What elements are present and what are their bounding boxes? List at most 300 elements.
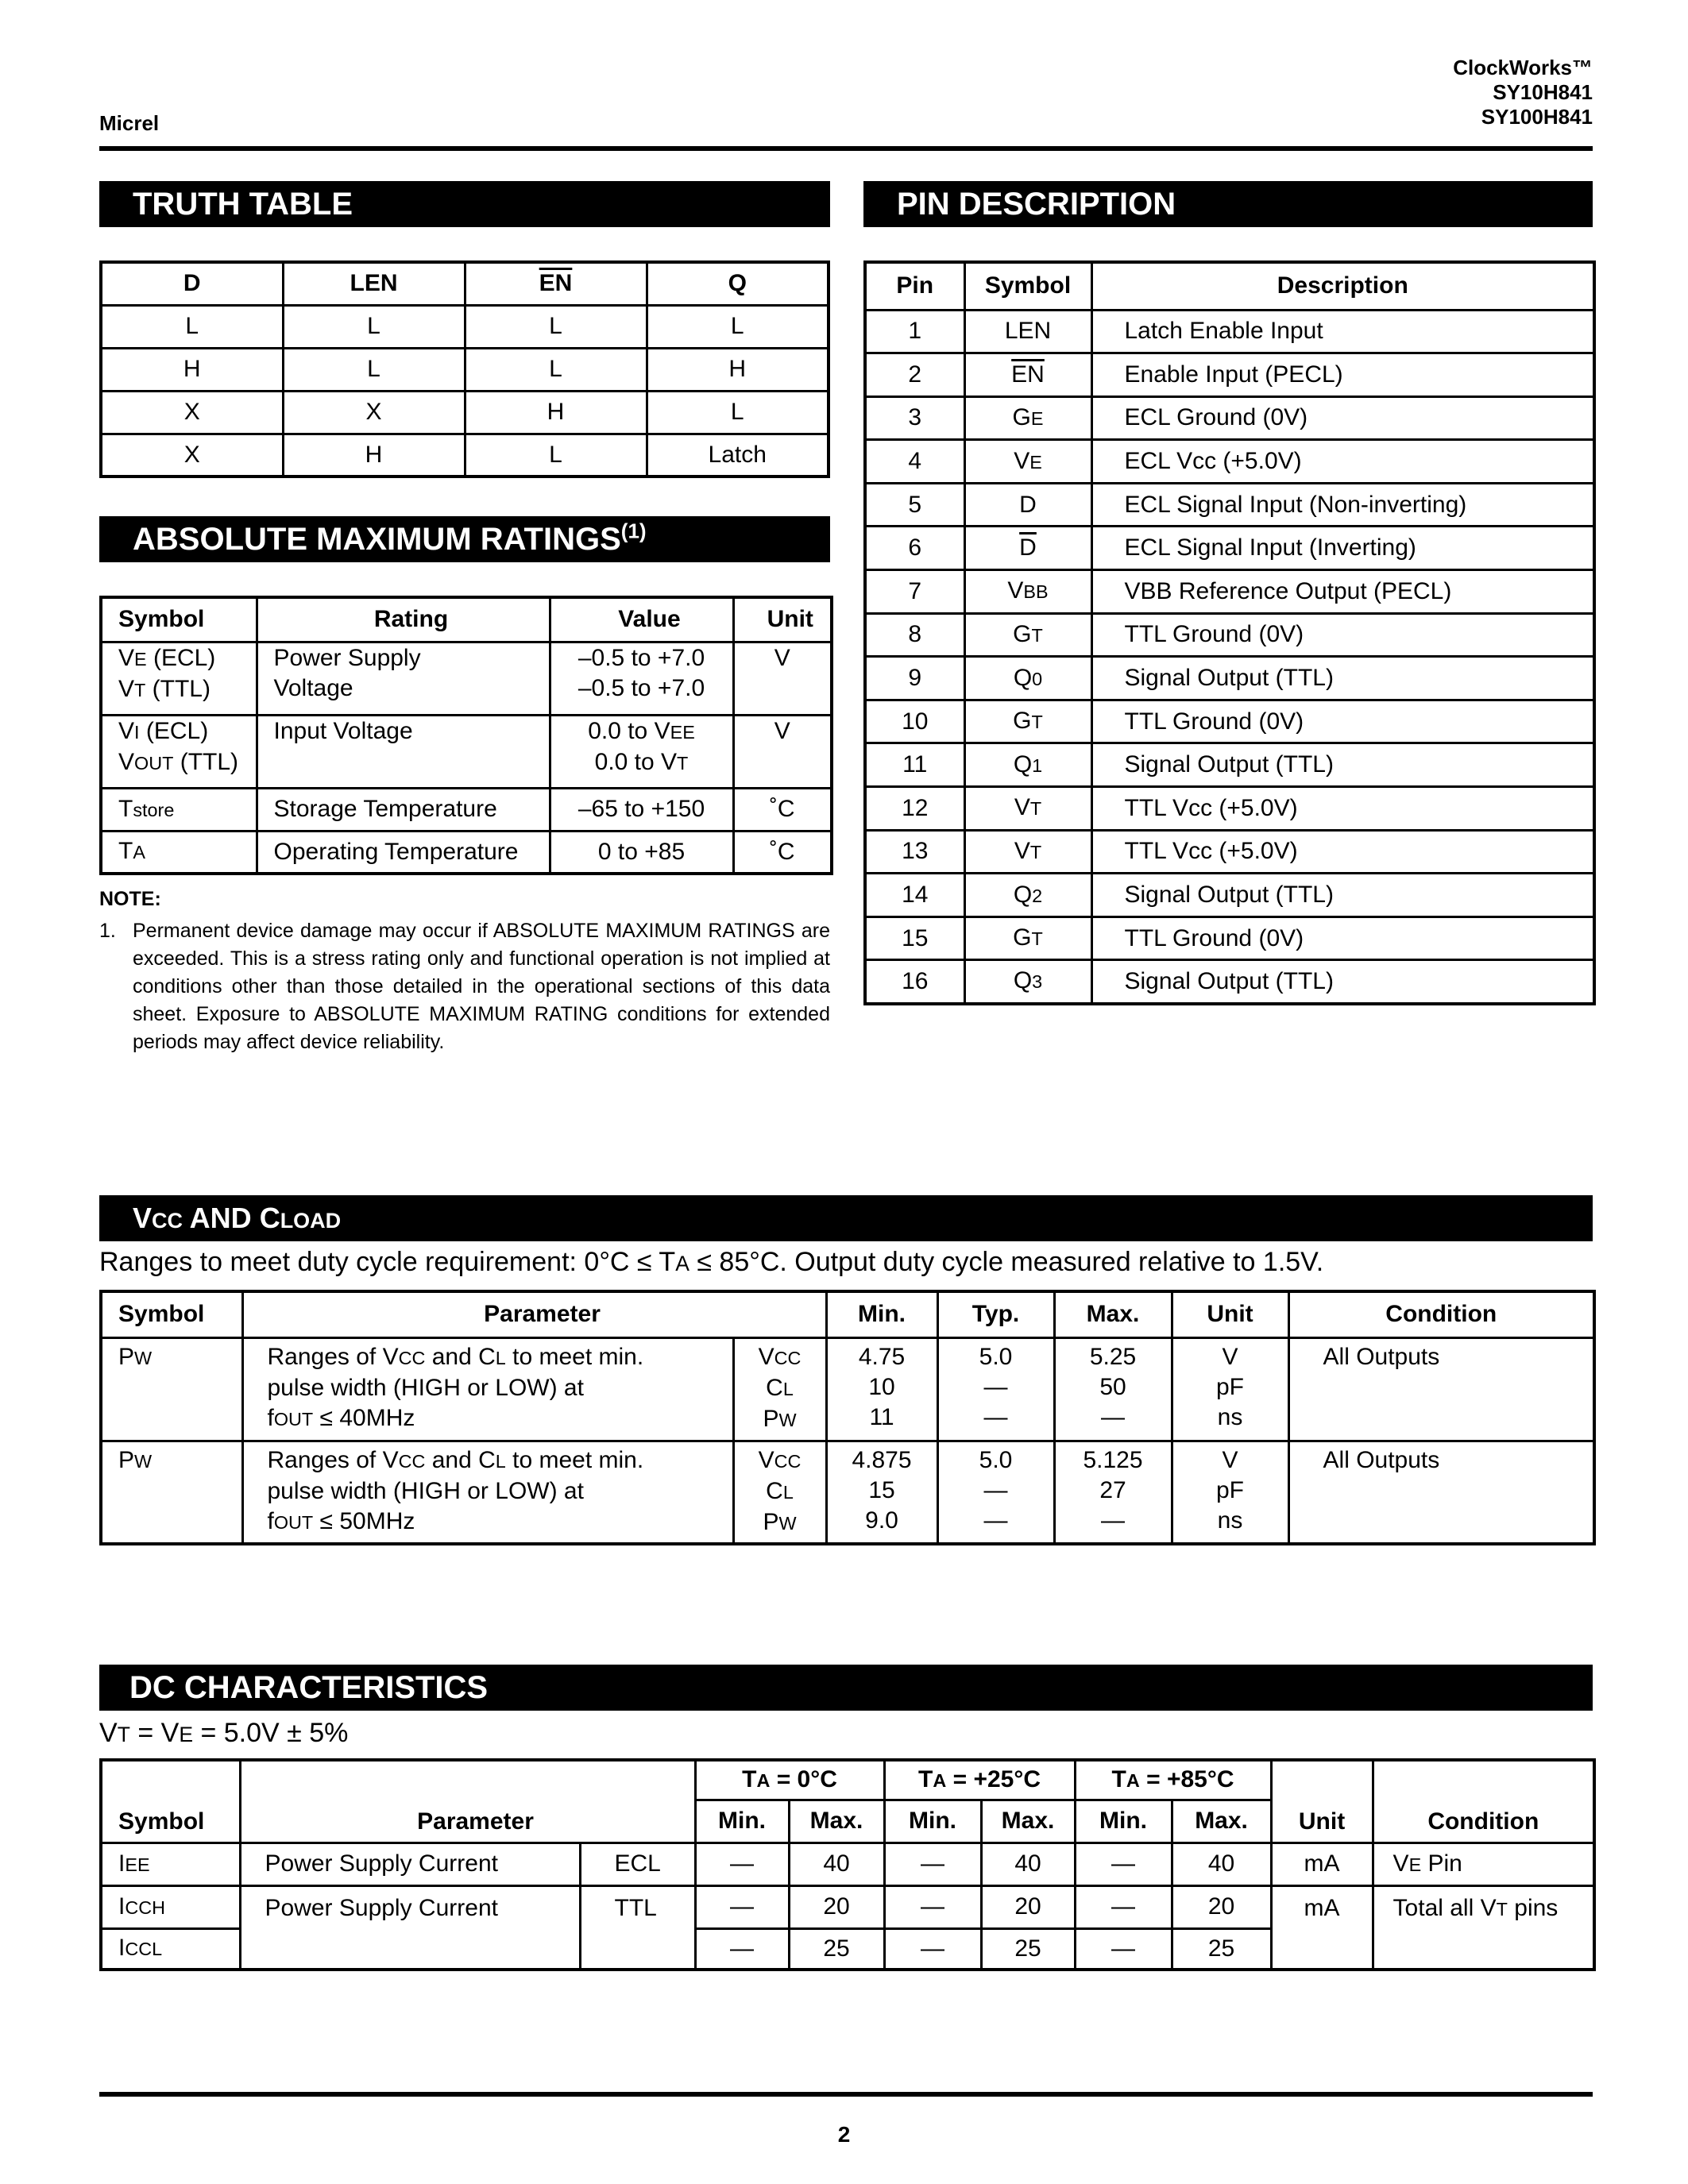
pin-symbol-main: V <box>1014 837 1030 864</box>
psym-main: C <box>766 1374 783 1401</box>
pin-symbol-main: $\overline{EN}$ <box>1011 361 1045 388</box>
value: 10 <box>868 1373 895 1400</box>
sym-rest: (ECL) <box>146 644 216 671</box>
sym-main: I <box>118 1850 126 1877</box>
dc-table <box>99 1758 1596 1971</box>
param-part: Ranges of V <box>267 1343 399 1370</box>
pin-symbol-main: V <box>1007 577 1024 604</box>
sym-sub: store <box>133 799 175 820</box>
pin-symbol <box>964 396 1091 440</box>
col-typ: Typ. <box>937 1291 1054 1337</box>
sym-rest: (ECL) <box>139 717 209 744</box>
symbol-cell <box>101 715 257 788</box>
sym-main: V <box>118 675 135 702</box>
pin-symbol-main: $\overline{D}$ <box>1019 534 1037 561</box>
table-row <box>101 305 829 348</box>
value-cell: 25 <box>1172 1928 1271 1970</box>
value-cell: 40 <box>1172 1843 1271 1885</box>
cell: L <box>647 391 829 434</box>
param-part: f <box>267 1404 274 1431</box>
abs-max-title-footnote: (1) <box>620 519 647 543</box>
value-cell: 20 <box>981 1885 1075 1928</box>
pin-description: TTL Ground (0V) <box>1091 700 1594 743</box>
caption-sub: T <box>117 1723 130 1746</box>
col-unit: Unit <box>1172 1291 1288 1337</box>
pin-symbol <box>964 483 1091 527</box>
value-cell: 0 to +85 <box>550 831 733 874</box>
vcc-cload-caption <box>99 1247 1323 1278</box>
value-cell: 25 <box>981 1928 1075 1970</box>
value: — <box>1101 1507 1126 1534</box>
pin-symbol <box>964 700 1091 743</box>
typ-cell <box>937 1441 1054 1544</box>
table-row <box>865 527 1594 570</box>
abs-max-title <box>99 516 830 562</box>
pin-description: TTL Ground (0V) <box>1091 916 1594 960</box>
vcc-cload-header <box>101 1291 1594 1337</box>
pin-symbol-sub: 0 <box>1032 668 1043 689</box>
param-symbol-cell <box>733 1441 826 1544</box>
table-row <box>101 715 832 788</box>
pin-symbol <box>964 570 1091 614</box>
cond-sub: E <box>1408 1854 1422 1875</box>
pin-number: 7 <box>865 570 964 614</box>
psym-main: V <box>758 1343 774 1370</box>
value-sub: T <box>677 752 689 774</box>
pin-symbol-main: G <box>1013 924 1032 951</box>
value-cell: 25 <box>789 1928 884 1970</box>
psym-main: P <box>763 1508 779 1535</box>
table-row <box>101 642 832 715</box>
caption-part: = 5.0V ± 5% <box>193 1718 349 1748</box>
unit-cell: ˚C <box>733 788 832 831</box>
param-line: pulse width (HIGH or LOW) at <box>267 1374 584 1401</box>
psym-sub: W <box>778 1409 797 1430</box>
table-row <box>865 613 1594 657</box>
cell: L <box>283 305 465 348</box>
pin-description: Latch Enable Input <box>1091 310 1594 353</box>
temp-rest: = 0°C <box>770 1765 837 1792</box>
pin-symbol-main: V <box>1014 794 1030 821</box>
sym-sub: W <box>134 1450 153 1472</box>
pin-symbol <box>964 874 1091 917</box>
param-sub: L <box>495 1347 506 1368</box>
unit-cell <box>1172 1337 1288 1441</box>
caption-sub: A <box>675 1252 689 1275</box>
note-text: Permanent device damage may occur if ABSOLUTE MAXIMUM RATINGS are exceeded. This is a stress rating only and functional operation is not implied at conditions other than those detailed in the operational sections of this data sheet. Exposure to ABSOLUTE MAXIMUM RATING conditions for extended periods may affect device reliability. <box>133 920 830 1053</box>
table-row <box>101 348 829 391</box>
pin-number: 16 <box>865 960 964 1004</box>
truth-table-header <box>101 262 829 305</box>
symbol-cell <box>101 1885 240 1928</box>
pin-symbol-main: Q <box>1013 751 1033 778</box>
value: ns <box>1217 1507 1243 1534</box>
table-row <box>865 310 1594 353</box>
sym-main: I <box>118 1935 126 1962</box>
pin-symbol-sub: T <box>1031 928 1043 950</box>
cell: X <box>101 391 283 434</box>
table-row <box>865 353 1594 397</box>
col-en-bar: $\overline{EN}$ <box>465 262 647 305</box>
value: — <box>983 1476 1008 1503</box>
value-cell: 40 <box>981 1843 1075 1885</box>
pin-symbol <box>964 353 1091 397</box>
temp-rest: = +85°C <box>1139 1765 1234 1792</box>
pin-description: Signal Output (TTL) <box>1091 743 1594 787</box>
condition-cell: All Outputs <box>1288 1337 1594 1441</box>
value-cell: — <box>884 1843 981 1885</box>
col-min: Min. <box>695 1800 789 1843</box>
psym-sub: L <box>782 1481 794 1503</box>
parameter-cell <box>242 1441 733 1544</box>
sym-main: V <box>118 717 135 744</box>
symbol-cell <box>101 642 257 715</box>
pin-description: Signal Output (TTL) <box>1091 874 1594 917</box>
abs-max-table <box>99 596 833 875</box>
value-line: –0.5 to +7.0 <box>577 644 705 671</box>
pin-symbol-main: G <box>1013 708 1032 735</box>
pin-number: 5 <box>865 483 964 527</box>
pin-number: 11 <box>865 743 964 787</box>
value-cell: — <box>695 1928 789 1970</box>
value: — <box>983 1507 1008 1534</box>
pin-symbol-sub: T <box>1031 712 1043 733</box>
rating-line: Power Supply <box>273 644 421 671</box>
truth-table-title: TRUTH TABLE <box>99 181 830 227</box>
caption-part: Ranges to meet duty cycle requirement: 0°C ≤ T <box>99 1247 676 1277</box>
col-symbol: Symbol <box>101 597 257 642</box>
col-rating: Rating <box>257 597 550 642</box>
cell: Latch <box>647 434 829 477</box>
value: 15 <box>868 1476 895 1503</box>
cell: L <box>647 305 829 348</box>
cond-rest: Pin <box>1421 1850 1462 1877</box>
value: 5.125 <box>1083 1446 1143 1473</box>
cell: H <box>465 391 647 434</box>
pin-number: 6 <box>865 527 964 570</box>
pin-description: Enable Input (PECL) <box>1091 353 1594 397</box>
value-cell: 20 <box>1172 1885 1271 1928</box>
pin-desc-header <box>865 262 1594 310</box>
rating-line: Voltage <box>273 674 353 701</box>
pin-number: 3 <box>865 396 964 440</box>
value-cell <box>550 642 733 715</box>
table-row <box>101 1441 1594 1544</box>
param-part: and C <box>425 1343 496 1370</box>
pin-symbol-main: LEN <box>1004 318 1052 345</box>
table-row <box>101 1885 1594 1928</box>
table-row <box>101 788 832 831</box>
pin-description: ECL Signal Input (Inverting) <box>1091 527 1594 570</box>
param-part: ≤ 50MHz <box>313 1507 415 1534</box>
pin-symbol-sub: T <box>1031 624 1043 646</box>
temp-sub: A <box>756 1769 771 1791</box>
pin-symbol-main: Q <box>1013 967 1033 994</box>
col-min: Min. <box>884 1800 981 1843</box>
header-brand: ClockWorks™ <box>1453 56 1593 79</box>
pin-symbol-main: Q <box>1013 881 1033 908</box>
header-product <box>1453 56 1593 129</box>
pin-symbol <box>964 310 1091 353</box>
dc-caption <box>99 1718 348 1749</box>
page-number: 2 <box>837 2122 851 2147</box>
sym-rest: (TTL) <box>173 748 239 775</box>
pin-symbol <box>964 916 1091 960</box>
temp-sub: A <box>1126 1769 1140 1791</box>
pin-symbol <box>964 527 1091 570</box>
col-pin: Pin <box>865 262 964 310</box>
psym-sub: CC <box>774 1347 802 1368</box>
pin-symbol-sub: T <box>1029 841 1042 862</box>
col-symbol: Symbol <box>101 1760 240 1843</box>
value: 5.0 <box>979 1343 1013 1370</box>
pin-number: 15 <box>865 916 964 960</box>
value: 9.0 <box>865 1507 898 1534</box>
value: 4.75 <box>858 1343 906 1370</box>
cell: L <box>465 305 647 348</box>
cell: L <box>465 348 647 391</box>
condition-cell <box>1373 1885 1594 1970</box>
value-main: 0.0 to V <box>588 717 670 744</box>
pin-symbol-main: V <box>1014 447 1030 474</box>
cell: H <box>101 348 283 391</box>
col-d: D <box>101 262 283 305</box>
pin-symbol <box>964 960 1091 1004</box>
parameter-cell: Power Supply Current <box>240 1885 580 1970</box>
note-title: NOTE: <box>99 888 161 910</box>
table-row <box>865 657 1594 700</box>
value: ns <box>1217 1403 1243 1430</box>
cond-main: V <box>1393 1850 1409 1877</box>
caption-part: = V <box>129 1718 180 1748</box>
pin-desc-title: PIN DESCRIPTION <box>863 181 1593 227</box>
col-condition: Condition <box>1288 1291 1594 1337</box>
temp-sub: A <box>933 1769 947 1791</box>
rating-cell: Storage Temperature <box>257 788 550 831</box>
value: V <box>1222 1343 1238 1370</box>
condition-cell: All Outputs <box>1288 1441 1594 1544</box>
symbol-cell <box>101 788 257 831</box>
title-load: LOAD <box>280 1209 342 1233</box>
param-symbol-cell <box>733 1337 826 1441</box>
value: 5.25 <box>1089 1343 1137 1370</box>
note-body <box>99 917 830 1056</box>
psym-main: P <box>763 1405 779 1432</box>
pin-symbol-sub: BB <box>1023 581 1049 603</box>
pin-number: 2 <box>865 353 964 397</box>
pin-symbol <box>964 613 1091 657</box>
pin-symbol-main: Q <box>1013 664 1033 691</box>
value-line: –0.5 to +7.0 <box>577 674 705 701</box>
truth-table <box>99 260 830 478</box>
sym-main: T <box>118 795 133 822</box>
table-row <box>865 743 1594 787</box>
pin-symbol <box>964 440 1091 484</box>
col-temp-0 <box>695 1760 884 1800</box>
pin-number: 9 <box>865 657 964 700</box>
header-company: Micrel <box>99 111 160 135</box>
cell: H <box>283 434 465 477</box>
cell: X <box>283 391 465 434</box>
sym-main: T <box>118 838 133 865</box>
pin-symbol-main: G <box>1012 403 1031 430</box>
param-sub: CC <box>398 1450 426 1472</box>
col-max: Max. <box>789 1800 884 1843</box>
col-symbol: Symbol <box>964 262 1091 310</box>
unit-cell <box>1172 1441 1288 1544</box>
pin-description: Signal Output (TTL) <box>1091 657 1594 700</box>
header-rule <box>99 146 1593 151</box>
table-row <box>865 700 1594 743</box>
unit-cell: mA <box>1271 1843 1373 1885</box>
param-part: and C <box>425 1446 496 1473</box>
sym-sub: T <box>134 679 146 700</box>
pin-symbol <box>964 657 1091 700</box>
pin-description: VBB Reference Output (PECL) <box>1091 570 1594 614</box>
col-min: Min. <box>1075 1800 1172 1843</box>
pin-symbol-main: G <box>1013 620 1032 647</box>
col-temp-85 <box>1075 1760 1271 1800</box>
param-sub: L <box>495 1450 506 1472</box>
col-max: Max. <box>1172 1800 1271 1843</box>
abs-max-header <box>101 597 832 642</box>
table-row <box>101 831 832 874</box>
table-row <box>865 874 1594 917</box>
pin-symbol-sub: 2 <box>1032 885 1043 906</box>
value-cell: — <box>1075 1843 1172 1885</box>
pin-number: 1 <box>865 310 964 353</box>
col-max: Max. <box>981 1800 1075 1843</box>
pin-symbol-main: D <box>1019 491 1037 518</box>
pin-description: ECL Vcc (+5.0V) <box>1091 440 1594 484</box>
value: 5.0 <box>979 1446 1013 1473</box>
table-row <box>865 830 1594 874</box>
col-parameter: Parameter <box>240 1760 695 1843</box>
sym-rest: (TTL) <box>145 675 211 702</box>
rating-cell: Operating Temperature <box>257 831 550 874</box>
value-cell: — <box>884 1928 981 1970</box>
table-row <box>865 440 1594 484</box>
value-cell: –65 to +150 <box>550 788 733 831</box>
sym-main: I <box>118 1893 126 1920</box>
value: pF <box>1216 1476 1245 1503</box>
table-row <box>865 483 1594 527</box>
typ-cell <box>937 1337 1054 1441</box>
pin-symbol-sub: E <box>1030 407 1044 429</box>
col-unit: Unit <box>1271 1760 1373 1843</box>
table-row <box>865 570 1594 614</box>
vcc-cload-table <box>99 1290 1596 1545</box>
symbol-cell <box>101 831 257 874</box>
caption-sub: E <box>179 1723 194 1746</box>
pin-number: 10 <box>865 700 964 743</box>
col-len: LEN <box>283 262 465 305</box>
title-v: V <box>133 1202 153 1234</box>
sym-sub: CCH <box>125 1897 166 1918</box>
pin-symbol-sub: E <box>1029 451 1042 473</box>
value-cell: — <box>1075 1928 1172 1970</box>
value: — <box>983 1373 1008 1400</box>
cond-sub: T <box>1496 1898 1508 1920</box>
col-max: Max. <box>1054 1291 1172 1337</box>
param-part: Ranges of V <box>267 1446 399 1473</box>
col-min: Min. <box>826 1291 937 1337</box>
temp-main: T <box>742 1765 757 1792</box>
sym-sub: EE <box>125 1854 150 1875</box>
param-part: f <box>267 1507 274 1534</box>
value-main: 0.0 to V <box>594 748 678 775</box>
table-row <box>101 1843 1594 1885</box>
pin-description: TTL Vcc (+5.0V) <box>1091 787 1594 831</box>
cell: L <box>283 348 465 391</box>
pin-symbol <box>964 830 1091 874</box>
unit-cell: V <box>733 642 832 715</box>
value: 4.875 <box>852 1446 912 1473</box>
param-sub: OUT <box>273 1408 314 1430</box>
param-line: pulse width (HIGH or LOW) at <box>267 1477 584 1504</box>
psym-main: C <box>766 1477 783 1504</box>
table-row <box>101 434 829 477</box>
table-row <box>865 960 1594 1004</box>
min-cell <box>826 1441 937 1544</box>
value: pF <box>1216 1373 1245 1400</box>
cond-rest: pins <box>1507 1894 1559 1921</box>
table-row <box>101 1337 1594 1441</box>
psym-sub: L <box>782 1378 794 1399</box>
param-sub: OUT <box>273 1511 314 1533</box>
pin-symbol-sub: 3 <box>1032 971 1043 993</box>
value: — <box>983 1403 1008 1430</box>
vcc-cload-title <box>99 1195 1593 1241</box>
type-cell: TTL <box>580 1885 695 1970</box>
value-cell: — <box>695 1885 789 1928</box>
caption-part: ≤ 85°C. Output duty cycle measured relative to 1.5V. <box>689 1247 1324 1277</box>
col-description: Description <box>1091 262 1594 310</box>
value-cell: — <box>1075 1885 1172 1928</box>
value-cell: 40 <box>789 1843 884 1885</box>
temp-rest: = +25°C <box>946 1765 1041 1792</box>
pin-symbol-sub: 1 <box>1032 754 1043 776</box>
col-q: Q <box>647 262 829 305</box>
value-cell <box>550 715 733 788</box>
pin-description: ECL Ground (0V) <box>1091 396 1594 440</box>
pin-description: TTL Vcc (+5.0V) <box>1091 830 1594 874</box>
max-cell <box>1054 1337 1172 1441</box>
title-cc: CC <box>152 1209 183 1233</box>
sym-sub: E <box>134 648 147 669</box>
rating-cell <box>257 642 550 715</box>
col-parameter: Parameter <box>242 1291 826 1337</box>
pin-description: ECL Signal Input (Non-inverting) <box>1091 483 1594 527</box>
sym-sub: CCL <box>125 1939 163 1960</box>
dc-header-temps <box>101 1760 1594 1800</box>
value-sub: EE <box>670 721 695 743</box>
caption-part: V <box>99 1718 118 1748</box>
pin-number: 14 <box>865 874 964 917</box>
pin-number: 8 <box>865 613 964 657</box>
unit-cell: V <box>733 715 832 788</box>
value: 11 <box>869 1403 894 1430</box>
max-cell <box>1054 1441 1172 1544</box>
parameter-cell: Power Supply Current <box>240 1843 580 1885</box>
abs-max-title-text: ABSOLUTE MAXIMUM RATINGS <box>133 522 621 557</box>
footer-rule <box>99 2092 1593 2097</box>
value-cell: — <box>695 1843 789 1885</box>
note-number: 1. <box>99 920 116 942</box>
pin-desc-table <box>863 260 1596 1005</box>
col-value: Value <box>550 597 733 642</box>
col-temp-25 <box>884 1760 1075 1800</box>
